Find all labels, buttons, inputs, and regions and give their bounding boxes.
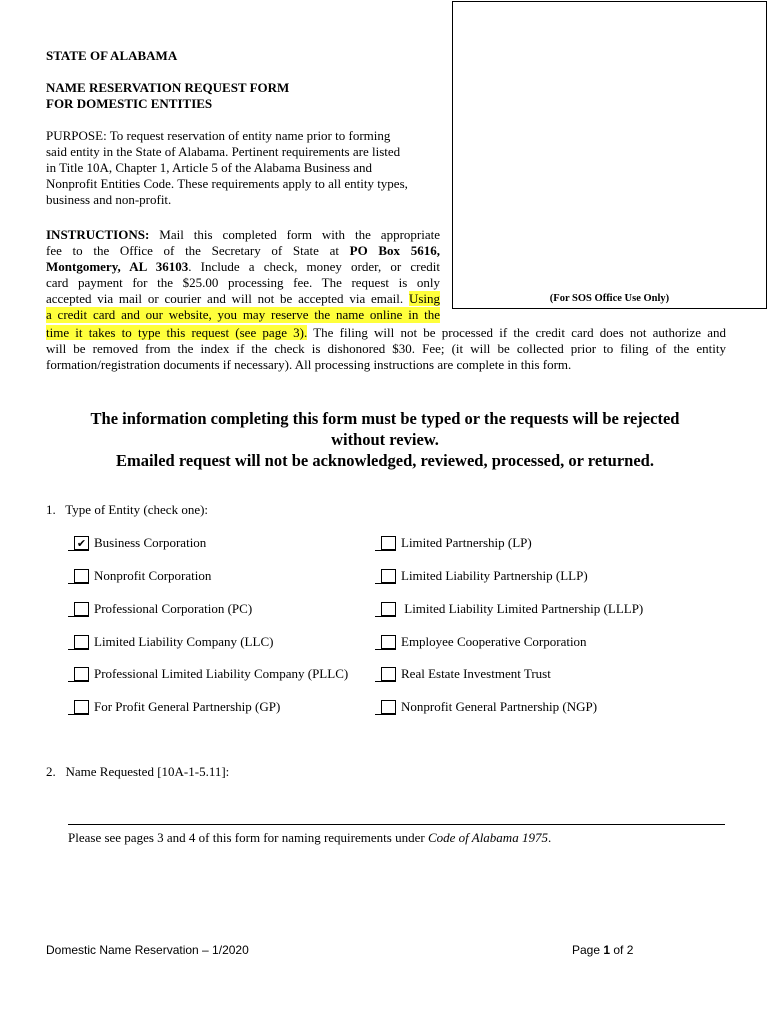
highlighted-text: Using [408,291,441,306]
warning-notice [40,408,730,471]
office-use-caption: (For SOS Office Use Only) [549,293,670,304]
warning-line: Emailed request will not be acknowledged, reviewed, processed, or returned. [116,451,654,470]
entity-option-label: Employee Cooperative Corporation [401,634,587,649]
instructions-text: The filing will not be processed if the credit card does not authorize and [307,325,726,340]
naming-requirements-note [68,830,551,846]
entity-option-row[interactable] [375,599,643,619]
purpose-line: Nonprofit Entities Code. These requirements apply to all entity types, [46,176,408,191]
question-name-requested: 2. Name Requested [10A-1-5.11]: [46,764,230,779]
state-heading: STATE OF ALABAMA [46,48,178,63]
entity-checkbox[interactable] [381,635,396,650]
instructions-text: accepted via mail or courier and will not be accepted via email. [46,291,404,306]
instructions-text: Mail this completed form with the appropriate [159,227,441,242]
instructions-line [46,227,440,243]
instructions-line [46,307,440,323]
entity-option-label: Nonprofit Corporation [94,568,212,583]
form-title-line1: NAME RESERVATION REQUEST FORM [46,80,290,95]
check-mark-icon: ✔ [76,536,87,550]
question-entity-type: 1. Type of Entity (check one): [46,502,209,517]
instructions-line [46,291,440,307]
instructions-line [46,243,440,259]
instructions-line [46,325,726,341]
warning-line: without review. [331,430,439,449]
entity-checkbox[interactable] [74,700,89,715]
entity-option-row[interactable] [68,533,206,553]
page-current: 1 [603,943,611,957]
footer-page-number [572,943,633,957]
entity-checkbox[interactable] [381,569,396,584]
entity-checkbox[interactable] [74,635,89,650]
purpose-line: PURPOSE: To request reservation of entity name prior to forming [46,128,391,143]
form-title-line2: FOR DOMESTIC ENTITIES [46,96,213,111]
entity-option-label: Business Corporation [94,535,207,550]
entity-checkbox[interactable] [381,536,396,551]
city-address: Montgomery, AL 36103 [46,259,189,274]
entity-checkbox[interactable] [74,536,89,551]
page-word: Page [572,943,604,957]
entity-option-label: Limited Partnership (LP) [401,535,532,550]
highlighted-text: a credit card and our website, you may reserve the name online in the [46,307,440,322]
instructions-line: card payment for the $25.00 processing fee. The request is only [46,275,440,290]
entity-checkbox[interactable] [74,667,89,682]
note-text: . [547,830,552,845]
entity-option-label: Professional Corporation (PC) [94,601,253,616]
instructions-line: formation/registration documents if necessary). All processing instructions are complete in this form. [46,357,572,372]
purpose-line: in Title 10A, Chapter 1, Article 5 of the Alabama Business and [46,160,373,175]
po-box: PO Box 5616, [349,243,440,258]
instructions-label: INSTRUCTIONS: [46,227,150,242]
instructions-text: . Include a check, money order, or credit [188,259,440,274]
instructions-paragraph [46,227,440,323]
instructions-line: will be removed from the index if the check is dishonored $30. Fee; (it will be collected prior to filing of the entity [46,341,726,356]
entity-option-row[interactable] [375,566,588,586]
note-text: Please see pages 3 and 4 of this form for naming requirements under [68,830,428,845]
entity-option-row[interactable] [375,533,532,553]
purpose-line: said entity in the State of Alabama. Pertinent requirements are listed [46,144,401,159]
office-use-box [452,1,767,309]
purpose-line: business and non-profit. [46,192,172,207]
entity-option-row[interactable] [68,599,252,619]
entity-option-row[interactable] [68,664,348,684]
page-total: of 2 [610,943,634,957]
entity-option-label: Professional Limited Liability Company (PLLC) [94,666,349,681]
purpose-paragraph [46,128,436,208]
entity-checkbox[interactable] [381,700,396,715]
entity-option-row[interactable] [68,632,273,652]
highlighted-text: time it takes to type this request (see page 3). [46,325,308,340]
instructions-text: fee to the Office of the Secretary of State at [46,243,339,258]
footer-form-id: Domestic Name Reservation – 1/2020 [46,943,249,957]
entity-option-row[interactable] [375,697,597,717]
entity-option-label: Nonprofit General Partnership (NGP) [401,699,598,714]
name-requested-field[interactable] [68,824,725,825]
entity-checkbox[interactable] [381,602,396,617]
warning-line: The information completing this form must be typed or the requests will be rejected [90,409,680,428]
entity-option-row[interactable] [375,632,587,652]
entity-option-row[interactable] [375,664,551,684]
code-reference: Code of Alabama 1975 [427,830,548,845]
entity-option-label: Limited Liability Limited Partnership (LLLP) [401,601,644,616]
instructions-line [46,259,440,275]
entity-option-label: Real Estate Investment Trust [401,666,551,681]
instructions-continuation [46,325,726,373]
entity-option-label: Limited Liability Partnership (LLP) [401,568,588,583]
entity-option-label: For Profit General Partnership (GP) [94,699,281,714]
entity-option-row[interactable] [68,697,280,717]
entity-checkbox[interactable] [74,569,89,584]
entity-option-row[interactable] [68,566,211,586]
entity-option-label: Limited Liability Company (LLC) [94,634,274,649]
entity-checkbox[interactable] [74,602,89,617]
entity-checkbox[interactable] [381,667,396,682]
